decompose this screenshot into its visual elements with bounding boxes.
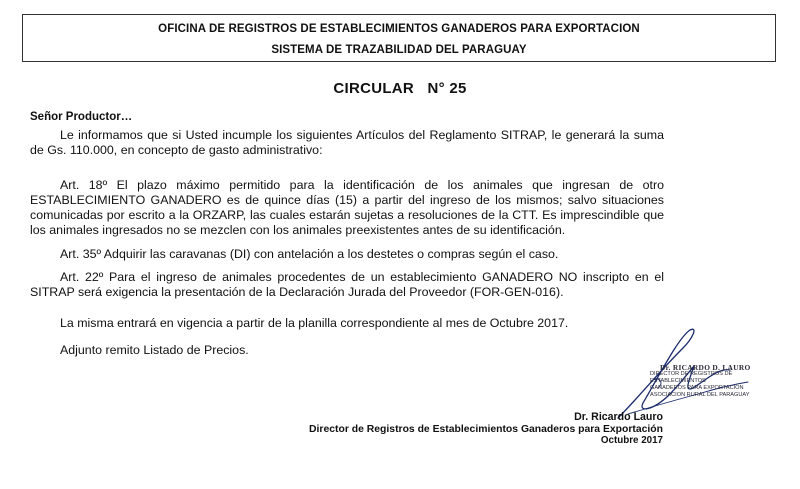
paragraph-intro-text: Le informamos que si Usted incumple los siguientes Artículos del Reglamento SITRAP, le generará la suma de Gs. 110.000, en concepto de gasto administrativo: bbox=[30, 128, 664, 157]
paragraph-intro bbox=[30, 128, 664, 158]
circular-title: CIRCULAR N° 25 bbox=[333, 80, 467, 97]
stamp-line-2: DIRECTOR DE REGISTROS DE ESTABLECIMIENTOS bbox=[650, 371, 733, 384]
paragraph-art-18-text: Art. 18º El plazo máximo permitido para la identificación de los animales que ingresan de otro ESTABLECIMIENTO GANADERO es de quince días (15) a partir del ingreso de los mismos; salvo situaciones comunicadas por escrito a la ORZARP, las cuales estarán sujetas a resoluciones de la CTT. Es imprescindible que los animales ingresados no se mezclen con los animales preexistentes antes de su identificación. bbox=[30, 178, 664, 237]
paragraph-art-22-text: Art. 22º Para el ingreso de animales procedentes de un establecimiento GANADERO NO inscripto en el SITRAP será exigencia la presentación de la Declaración Jurada del Proveedor (FOR-GEN-016). bbox=[30, 270, 664, 299]
stamp-line-3: GANADEROS PARA EXPORTACION bbox=[650, 385, 744, 391]
office-name: OFICINA DE REGISTROS DE ESTABLECIMIENTOS GANADEROS PARA EXPORTACION bbox=[158, 23, 640, 35]
paragraph-adjunto-text: Adjunto remito Listado de Precios. bbox=[60, 343, 249, 357]
signatory-name: Dr. Ricardo Lauro bbox=[574, 411, 663, 423]
signature-date: Octubre 2017 bbox=[600, 435, 663, 446]
stamp-line-4: ASOCIACION RURAL DEL PARAGUAY bbox=[650, 392, 750, 398]
paragraph-vigencia bbox=[30, 316, 664, 331]
paragraph-art-18 bbox=[30, 178, 664, 238]
paragraph-art-35-text: Art. 35º Adquirir las caravanas (DI) con antelación a los destetes o compras según el caso. bbox=[60, 247, 559, 261]
paragraph-art-22 bbox=[30, 270, 664, 300]
official-stamp bbox=[650, 364, 760, 399]
signature-block bbox=[309, 412, 663, 447]
signatory-role: Director de Registros de Establecimientos Ganaderos para Exportación bbox=[309, 423, 663, 435]
paragraph-vigencia-text: La misma entrará en vigencia a partir de la planilla correspondiente al mes de Octubre 2017. bbox=[60, 316, 569, 330]
salutation: Señor Productor… bbox=[30, 111, 133, 123]
system-name: SISTEMA DE TRAZABILIDAD DEL PARAGUAY bbox=[271, 44, 527, 56]
stamp-name: Dr. RICARDO D. LAURO bbox=[660, 363, 751, 372]
paragraph-adjunto bbox=[30, 343, 664, 358]
header-box bbox=[22, 14, 776, 62]
paragraph-art-35 bbox=[30, 247, 664, 262]
